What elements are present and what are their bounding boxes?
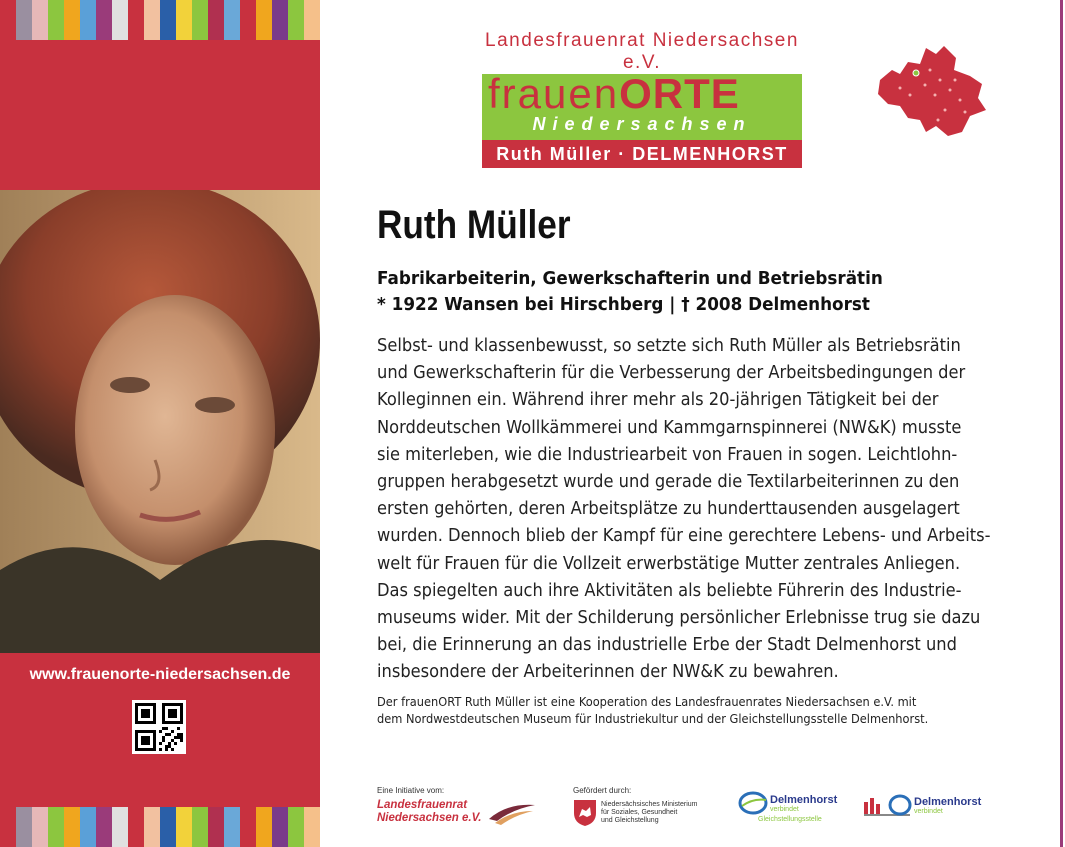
dm1-name: Delmenhorst bbox=[770, 793, 838, 806]
color-stripe bbox=[288, 0, 304, 40]
subtitle bbox=[377, 266, 883, 318]
niedersachsen-map-icon bbox=[870, 40, 990, 144]
delmenhorst-logo-icon bbox=[738, 790, 768, 816]
partner-landesfrauenrat bbox=[377, 786, 537, 825]
color-stripe bbox=[240, 807, 256, 847]
subtitle-dates: * 1922 Wansen bei Hirschberg | † 2008 Delmenhorst bbox=[377, 295, 870, 315]
right-border bbox=[1060, 0, 1063, 847]
body-line: Norddeutschen Wollkämmerei und Kammgarnspinnerei (NW&K) musste bbox=[377, 417, 962, 438]
color-stripe bbox=[176, 0, 192, 40]
color-stripe bbox=[160, 807, 176, 847]
color-stripes-top bbox=[0, 0, 320, 40]
lfr-name-line1: Landesfrauenrat bbox=[377, 799, 468, 811]
color-stripe bbox=[0, 0, 16, 40]
color-stripe bbox=[192, 0, 208, 40]
color-stripe bbox=[176, 807, 192, 847]
color-stripe bbox=[32, 0, 48, 40]
body-line: gruppen herabgesetzt wurde und gerade die Textilarbeiterinnen zu den bbox=[377, 472, 960, 493]
color-stripe bbox=[48, 0, 64, 40]
color-stripe bbox=[256, 0, 272, 40]
body-line: sie miterleben, wie die Industriearbeit von Frauen in sogen. Leichtlohn- bbox=[377, 444, 958, 465]
color-stripe bbox=[160, 0, 176, 40]
color-stripe bbox=[16, 0, 32, 40]
body-line: Das spiegelten auch ihre Aktivitäten als beliebte Führerin des Industrie- bbox=[377, 580, 962, 601]
red-panel-top bbox=[0, 40, 320, 190]
logo-frauen: frauen bbox=[488, 70, 620, 117]
qr-code-icon[interactable] bbox=[132, 700, 186, 754]
biography-text bbox=[377, 333, 1037, 687]
color-stripe bbox=[304, 807, 320, 847]
logo-place: Ruth Müller · DELMENHORST bbox=[482, 140, 802, 168]
color-stripe bbox=[96, 807, 112, 847]
body-line: Selbst- und klassenbewusst, so setzte sich Ruth Müller als Betriebsrätin bbox=[377, 336, 961, 356]
color-stripe bbox=[208, 807, 224, 847]
color-stripe bbox=[288, 807, 304, 847]
cooperation-note bbox=[377, 694, 957, 728]
website-link[interactable]: www.frauenorte-niedersachsen.de bbox=[29, 666, 291, 683]
ministry-line3: und Gleichstellung bbox=[601, 817, 659, 824]
funded-label: Gefördert durch: bbox=[573, 786, 632, 795]
body-line: bei, die Erinnerung an das industrielle Erbe der Stadt Delmenhorst und bbox=[377, 635, 957, 656]
color-stripe bbox=[272, 0, 288, 40]
body-line: insbesondere der Arbeiterinnen der NW&K zu bewahren. bbox=[377, 662, 839, 683]
color-stripe bbox=[144, 807, 160, 847]
color-stripe bbox=[240, 0, 256, 40]
color-stripe bbox=[112, 0, 128, 40]
logo-org-name: Landesfrauenrat Niedersachsen e.V. bbox=[485, 30, 799, 73]
color-stripe bbox=[64, 807, 80, 847]
color-stripe bbox=[192, 807, 208, 847]
dm1-sub: Gleichstellungsstelle bbox=[758, 816, 822, 823]
color-stripe bbox=[0, 807, 16, 847]
lower-saxony-crest-icon bbox=[573, 799, 597, 827]
color-stripe bbox=[112, 807, 128, 847]
color-stripe bbox=[304, 0, 320, 40]
ministry-line1: Niedersächsisches Ministerium bbox=[601, 801, 698, 808]
lfr-name-line2: Niedersachsen e.V. bbox=[377, 812, 482, 824]
portrait-photo bbox=[0, 190, 320, 653]
color-stripe bbox=[64, 0, 80, 40]
logo-green-block bbox=[482, 70, 802, 140]
body-line: und Gewerkschafterin für die Verbesserung der Arbeitsbedingungen der bbox=[377, 363, 966, 384]
dm2-tag: verbindet bbox=[914, 807, 943, 815]
ministry-line2: für Soziales, Gesundheit bbox=[601, 809, 678, 816]
body-line: museums wider. Mit der Schilderung persönlicher Erlebnisse trug sie dazu bbox=[377, 608, 981, 629]
footnote-line: dem Nordwestdeutschen Museum für Industriekultur und der Gleichstellungsstelle Delmenhorst. bbox=[377, 712, 929, 726]
logo-orte: ORTE bbox=[619, 70, 740, 117]
color-stripe bbox=[208, 0, 224, 40]
color-stripe bbox=[80, 0, 96, 40]
logo-wordmark bbox=[488, 70, 740, 118]
partner-museum bbox=[862, 792, 981, 818]
color-stripe bbox=[144, 0, 160, 40]
dm2-name: Delmenhorst bbox=[914, 795, 982, 808]
museum-logo-icon bbox=[862, 792, 912, 818]
color-stripe bbox=[48, 807, 64, 847]
footnote-line: Der frauenORT Ruth Müller ist eine Kooperation des Landesfrauenrates Niedersachsen e.V. mit bbox=[377, 695, 917, 709]
color-stripe bbox=[256, 807, 272, 847]
color-stripe bbox=[96, 0, 112, 40]
partner-ministry bbox=[573, 786, 697, 827]
color-stripe bbox=[272, 807, 288, 847]
color-stripe bbox=[80, 807, 96, 847]
body-line: Kolleginnen ein. Während ihrer mehr als 20-jährigen Tätigkeit bei der bbox=[377, 390, 939, 411]
color-stripes-bottom bbox=[0, 807, 320, 847]
partner-gleichstellungsstelle bbox=[738, 790, 837, 823]
color-stripe bbox=[16, 807, 32, 847]
portrait-illustration bbox=[0, 190, 320, 653]
page-title: Ruth Müller bbox=[377, 203, 571, 247]
swoosh-logo-icon bbox=[487, 799, 537, 825]
color-stripe bbox=[128, 807, 144, 847]
initiative-label: Eine Initiative vom: bbox=[377, 786, 445, 795]
color-stripe bbox=[128, 0, 144, 40]
color-stripe bbox=[224, 807, 240, 847]
dm1-tag: verbindet bbox=[770, 805, 799, 813]
subtitle-occupation: Fabrikarbeiterin, Gewerkschafterin und Betriebsrätin bbox=[377, 269, 883, 289]
color-stripe bbox=[224, 0, 240, 40]
body-line: wurden. Dennoch blieb der Kampf für eine gerechtere Lebens- und Arbeits- bbox=[377, 526, 991, 547]
frauenorte-logo bbox=[482, 30, 802, 168]
body-line: welt für Frauen für die Vollzeit erwerbstätige Mutter zentrales Anliegen. bbox=[377, 553, 961, 574]
color-stripe bbox=[32, 807, 48, 847]
logo-region: Niedersachsen bbox=[532, 114, 752, 134]
body-line: ersten gehörten, deren Arbeitsplätze zu hunderttausenden ausgelagert bbox=[377, 499, 960, 520]
